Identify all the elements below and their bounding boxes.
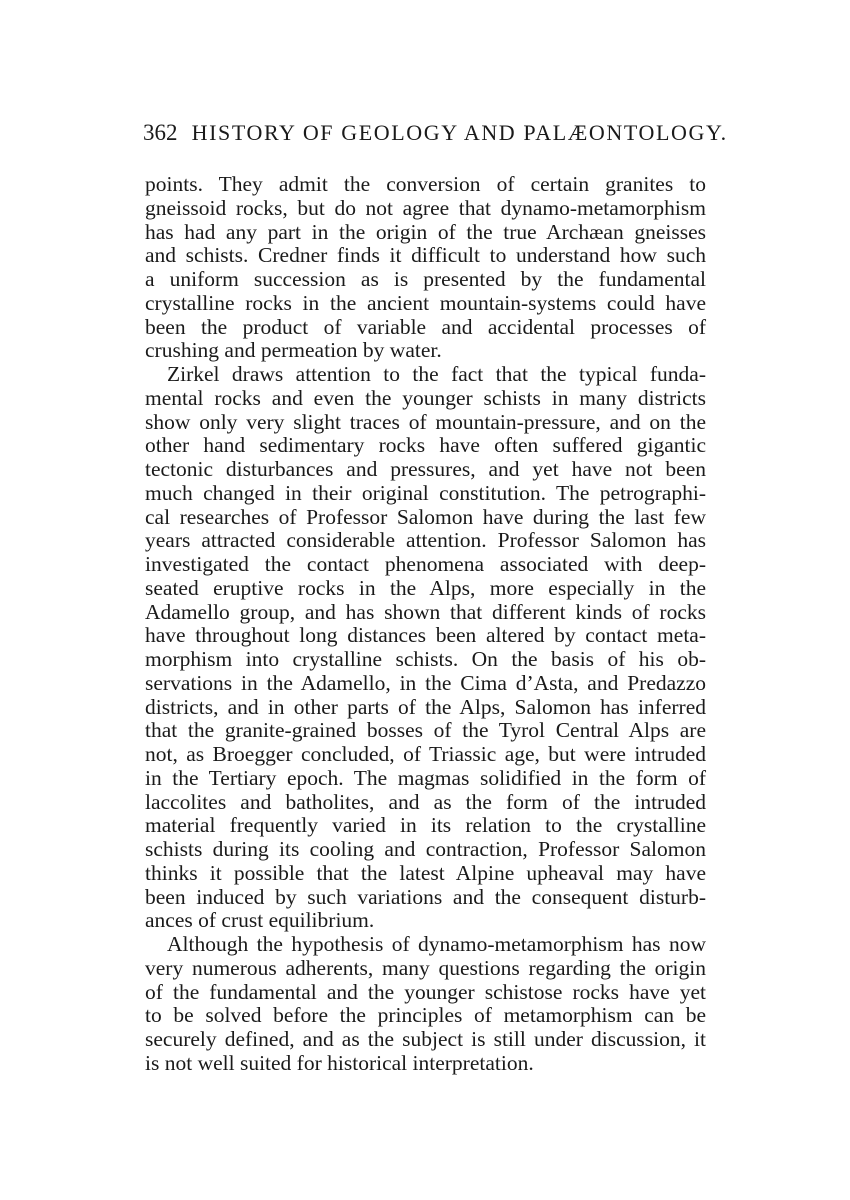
text-line: much changed in their original constitution. The petrographi- [145,480,706,505]
text-line: is not well suited for historical interpretation. [145,1050,534,1075]
text-line: tectonic disturbances and pressures, and yet have not been [145,457,706,481]
text-line: that the granite-grained bosses of the Tyrol Central Alps are [145,718,706,743]
text-line: other hand sedimentary rocks have often suffered gigantic [145,433,706,458]
text-line: years attracted considerable attention. Professor Salomon has [145,528,706,553]
text-line: gneissoid rocks, but do not agree that dynamo-metamorphism [145,195,706,220]
text-line: ances of crust equilibrium. [145,908,375,933]
running-head [143,119,728,147]
text-line: and schists. Credner finds it difficult to understand how such [145,243,706,268]
paragraph [145,933,706,1076]
text-line: to be solved before the principles of metamorphism can be [145,1003,706,1028]
page-number: 362 [143,120,178,145]
text-line: not, as Broegger concluded, of Triassic age, but were intruded [145,742,706,766]
text-line: servations in the Adamello, in the Cima d’Asta, and Predazzo [145,670,706,695]
text-line: have throughout long distances been altered by contact meta- [145,623,706,648]
paragraph [145,173,706,363]
text-line: Although the hypothesis of dynamo-metamorphism has now [167,932,706,956]
text-line: in the Tertiary epoch. The magmas solidified in the form of [145,765,706,790]
paragraph [145,363,706,933]
text-line: a uniform succession as is presented by the fundamental [145,267,706,291]
body-text [145,173,706,1076]
text-line: been induced by such variations and the consequent disturb- [145,884,706,909]
text-line: laccolites and batholites, and as the form of the intruded [145,789,706,814]
text-line: Zirkel draws attention to the fact that the typical funda- [167,362,706,386]
text-line: show only very slight traces of mountain-pressure, and on the [145,409,706,434]
text-line: schists during its cooling and contraction, Professor Salomon [145,837,706,861]
text-line: Adamello group, and has shown that different kinds of rocks [145,599,706,624]
text-line: crushing and permeation by water. [145,338,442,363]
text-line: thinks it possible that the latest Alpine upheaval may have [145,860,706,885]
text-line: districts, and in other parts of the Alps, Salomon has inferred [145,694,706,719]
text-line: morphism into crystalline schists. On the basis of his ob- [145,647,706,671]
text-line: investigated the contact phenomena associated with deep- [145,552,706,576]
text-line: points. They admit the conversion of certain granites to [145,172,706,196]
text-line: been the product of variable and accidental processes of [145,314,706,339]
text-line: has had any part in the origin of the true Archæan gneisses [145,219,706,244]
text-line: mental rocks and even the younger schists in many districts [145,385,706,410]
text-line: crystalline rocks in the ancient mountain-systems could have [145,290,706,315]
text-line: material frequently varied in its relation to the crystalline [145,813,706,838]
running-title: HISTORY OF GEOLOGY AND PALÆONTOLOGY. [191,120,728,145]
text-line: seated eruptive rocks in the Alps, more especially in the [145,575,706,600]
text-line: of the fundamental and the younger schistose rocks have yet [145,979,706,1004]
text-line: cal researches of Professor Salomon have during the last few [145,504,706,529]
text-line: securely defined, and as the subject is still under discussion, it [145,1027,706,1051]
text-line: very numerous adherents, many questions regarding the origin [145,955,706,980]
